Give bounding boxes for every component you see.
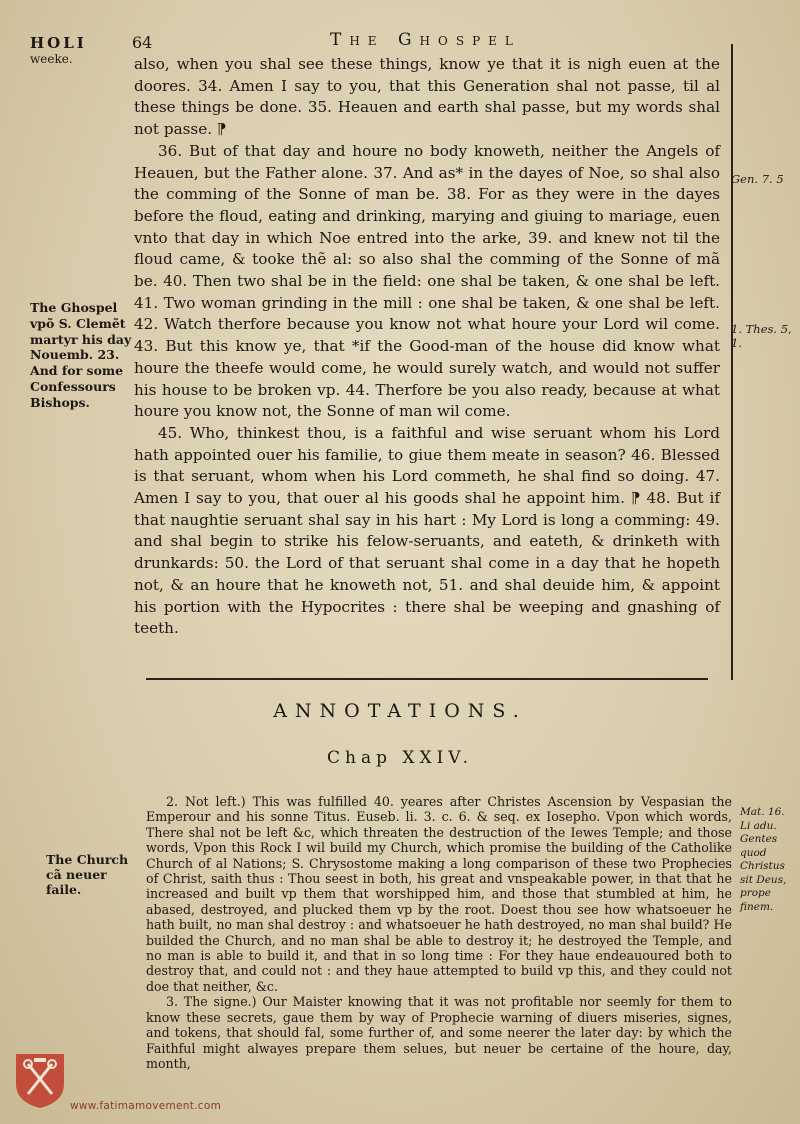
margin-note-left: The Ghospel vpõ S. Clemẽt martyr his day Nouemb. 23. And for some Confessours Bishops. bbox=[30, 300, 132, 410]
column-rule-right bbox=[731, 44, 733, 680]
papal-keys-logo-icon bbox=[12, 1050, 68, 1110]
section-rule bbox=[146, 678, 708, 680]
margin-note-right-1: Gen. 7. 5 bbox=[731, 172, 784, 186]
annotations-heading: ANNOTATIONS. bbox=[273, 700, 527, 722]
annotation-note: 2. Not left.) This was fulfilled 40. yeares after Christes Ascension by Vespasian the Emperour and his sonne Titus. Euseb. li. 3. c. 6. & seq. ex Iosepho. Vpon which words, There shal not be left &c, which threaten the destruction of the Iewes Temple; and those words, Vpon this Rock I wil build my Church, which promise the building of the Catholike Church of al Nations; S. Chrysostome making a long comparison of these two Prophecies of Christ, saith thus : Thou seest in both, his great and vnspeakable power, in that that he increased and built vp them that worshipped him, and those that stumbled at him, he abased, destroyed, and plucked them vp by the root. Doest thou see how whatsoeuer he hath built, no man shal destroy : and whatsoeuer he hath destroyed, no man shal build? He builded the Church, and no man shal be able to destroy it; he destroyed the Temple, and no man is able to build it, and that in so long time : For they haue endeauoured both to destroy that, and could not : and they haue attempted to build vp this, and they could not doe that neither, &c. bbox=[146, 794, 732, 994]
notes-margin-left: The Church cã neuer faile. bbox=[46, 852, 129, 897]
running-head-sub: weeke. bbox=[30, 52, 73, 66]
gospel-paragraph: also, when you shal see these things, know ye that it is nigh euen at the doores. 34. Amen I say to you, that this Generation shal not passe, til al these things be done. 35. Heauen and earth shal passe, but my words shal not passe. ⁋ bbox=[134, 55, 720, 139]
page-title: The Ghospel bbox=[330, 30, 521, 50]
notes-margin-right: Mat. 16. Li adu. Gentes quod Christus sit Deus, prope finem. bbox=[740, 806, 787, 913]
gospel-paragraph: 36. But of that day and houre no body knoweth, neither the Angels of Heauen, but the Father alone. 37. And as* in the dayes of Noe, so shal also the comming of the Sonne of man be. 38. For as they were in the dayes before the floud, eating and drinking, marying and giuing to mariage, euen vnto that day in which Noe entred into the arke, 39. and knew not til the floud came, & tooke thẽ al: so also shal the comming of the Sonne of mã be. 40. Then two shal be in the field: one shal be taken, & one shal be left. 41. Two woman grinding in the mill : one shal be taken, & one shal be left. 42. Watch therfore because you know not what houre your Lord wil come. 43. But this know ye, that *if the Good-man of the house did know what houre the theefe would come, he would surely watch, and would not suffer his house to be broken vp. 44. Therfore be you also ready, because at what houre you know not, the Sonne of man wil come. bbox=[134, 141, 720, 421]
margin-note-right-2: 1. Thes. 5, 1. bbox=[731, 322, 792, 350]
annotations-text bbox=[146, 794, 732, 1071]
running-head-left: HOLI bbox=[30, 34, 87, 52]
watermark-url[interactable]: www.fatimamovement.com bbox=[70, 1100, 222, 1112]
page-number: 64 bbox=[132, 33, 153, 52]
chapter-heading: Chap XXIV. bbox=[326, 748, 473, 768]
annotation-note: 3. The signe.) Our Maister knowing that it was not profitable nor seemly for them to know these secrets, gaue them by way of Prophecie warning of diuers miseries, signes, and tokens, that should fal, some further of, and some neerer the later day: by which the Faithful might alwayes prepare them selues, but neuer be certaine of the houre, day, month, bbox=[146, 994, 732, 1071]
gospel-text bbox=[134, 54, 720, 640]
gospel-paragraph: 45. Who, thinkest thou, is a faithful and wise seruant whom his Lord hath appointed ouer his familie, to giue them meate in season? 46. Blessed is that seruant, whom when his Lord commeth, he shal find so doing. 47. Amen I say to you, that ouer al his goods shal he appoint him. ⁋ 48. But if that naughtie seruant shal say in his hart : My Lord is long a comming: 49. and shal begin to strike his felow-seruants, and eateth, & drinketh with drunkards: 50. the Lord of that seruant shal come in a day that he hopeth not, & an houre that he knoweth not, 51. and shal deuide him, & appoint his portion with the Hypocrites : there shal be weeping and gnashing of teeth. bbox=[134, 423, 720, 638]
